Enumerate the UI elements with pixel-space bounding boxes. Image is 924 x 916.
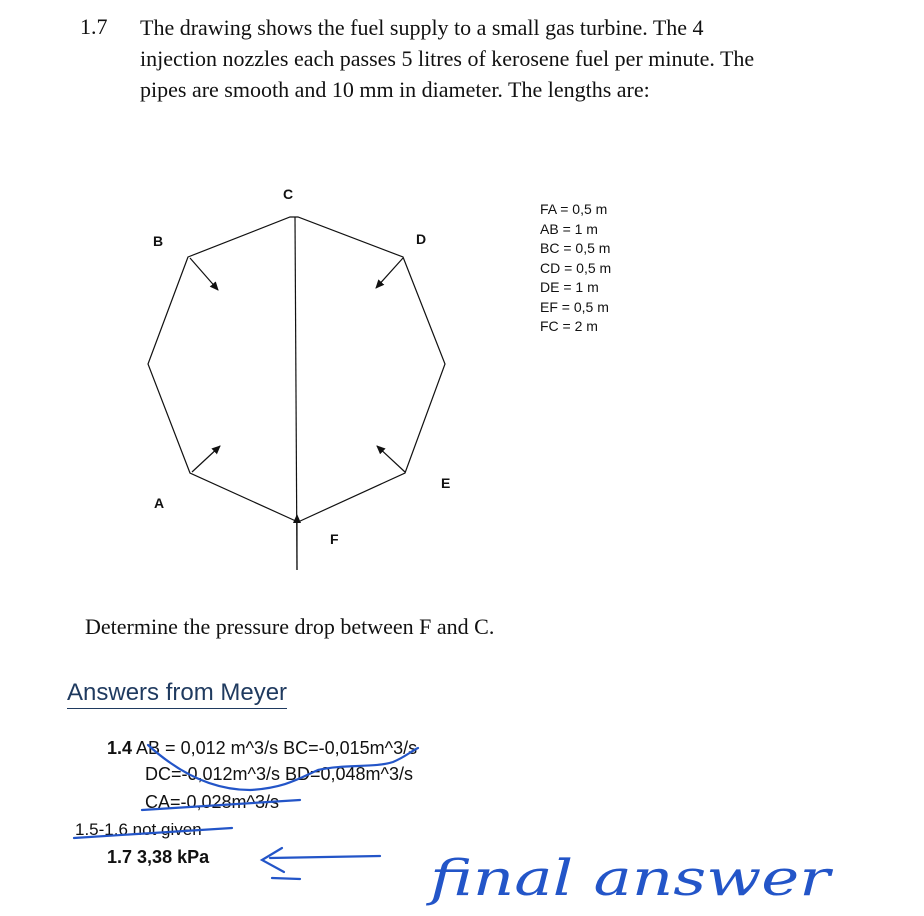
pipe-length-bc: BC = 0,5 m	[540, 240, 611, 256]
question-line: pipes are smooth and 10 mm in diameter. The lengths are:	[140, 77, 650, 102]
pipe-lengths-list	[540, 200, 611, 337]
question-line: The drawing shows the fuel supply to a small gas turbine. The 4	[140, 15, 704, 40]
nozzle-arrow-d	[376, 258, 403, 288]
node-label-f: F	[330, 531, 339, 547]
answer-1-7	[107, 847, 209, 868]
answer-line: DC=-0,012m^3/s BD=0,048m^3/s	[145, 764, 414, 784]
pipe-length-ab: AB = 1 m	[540, 220, 598, 237]
node-label-c: C	[283, 186, 294, 202]
task-instruction: Determine the pressure drop between F and C.	[85, 614, 495, 639]
nozzle-arrow-e	[377, 446, 405, 472]
question-number: 1.7	[80, 14, 108, 39]
pipe-length-de: DE = 1 m	[540, 279, 599, 295]
answer-1-4	[107, 738, 417, 759]
pipe-length-fc: FC = 2 m	[540, 318, 598, 334]
answer-number: 1.7	[107, 847, 133, 867]
question-line: injection nozzles each passes 5 litres of kerosene fuel per minute. The	[140, 46, 755, 71]
node-label-b: B	[153, 233, 164, 249]
node-label-a: A	[154, 495, 165, 511]
nozzle-arrow-b	[190, 258, 218, 290]
pipe-length-ef: EF = 0,5 m	[540, 298, 609, 315]
answer-line: CA=-0,028m^3/s	[145, 792, 280, 812]
handwritten-final-answer: final answer	[424, 849, 834, 907]
pipe-length-cd: CD = 0,5 m	[540, 259, 612, 276]
final-answer-value: 3,38 kPa	[137, 847, 210, 867]
answer-line: AB = 0,012 m^3/s BC=-0,015m^3/s	[136, 738, 418, 758]
pipe-length-fa: FA = 0,5 m	[540, 201, 608, 217]
answer-number: 1.4	[107, 738, 133, 758]
answer-1-5-1-6: 1.5-1.6 not given	[75, 820, 202, 839]
node-label-e: E	[441, 475, 451, 491]
nozzle-arrow-a	[192, 446, 220, 472]
node-label-d: D	[416, 231, 427, 247]
answers-heading: Answers from Meyer	[67, 678, 287, 709]
